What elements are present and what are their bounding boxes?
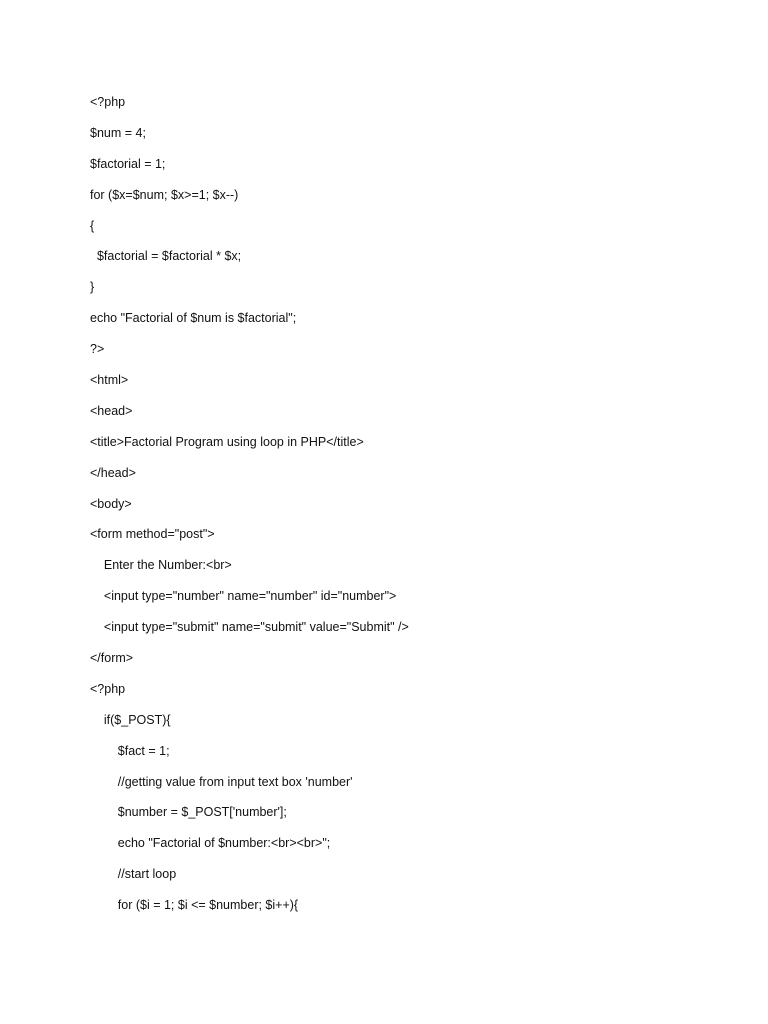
code-line: echo "Factorial of $num is $factorial"; <box>90 311 297 326</box>
code-line: </form> <box>90 651 134 666</box>
code-line: <?php <box>90 681 126 696</box>
code-line: ?> <box>90 342 105 357</box>
code-line: <body> <box>90 496 132 511</box>
code-line: <input type="number" name="number" id="number"> <box>90 589 397 604</box>
code-line: </head> <box>90 465 136 480</box>
code-line: $num = 4; <box>90 125 146 140</box>
code-line: } <box>90 280 95 295</box>
code-line: <html> <box>90 373 129 388</box>
code-line: //getting value from input text box 'number' <box>90 774 353 789</box>
code-line: $factorial = $factorial * $x; <box>90 249 242 264</box>
code-line: for ($i = 1; $i <= $number; $i++){ <box>90 898 299 913</box>
code-line: <input type="submit" name="submit" value="Submit" /> <box>90 620 409 635</box>
code-line: <?php <box>90 95 126 109</box>
code-line: $fact = 1; <box>90 743 170 758</box>
code-line: $number = $_POST['number']; <box>90 805 287 820</box>
code-line: $factorial = 1; <box>90 156 166 171</box>
code-line: <title>Factorial Program using loop in PHP</title> <box>90 434 364 449</box>
code-line: for ($x=$num; $x>=1; $x--) <box>90 187 239 202</box>
code-line: <form method="post"> <box>90 527 215 542</box>
code-line: { <box>90 218 95 233</box>
code-line: //start loop <box>90 867 177 882</box>
code-line: if($_POST){ <box>90 712 171 727</box>
code-line: echo "Factorial of $number:<br><br>"; <box>90 836 331 851</box>
code-line: Enter the Number:<br> <box>90 558 232 573</box>
code-listing <box>90 92 730 926</box>
code-line: <head> <box>90 403 133 418</box>
